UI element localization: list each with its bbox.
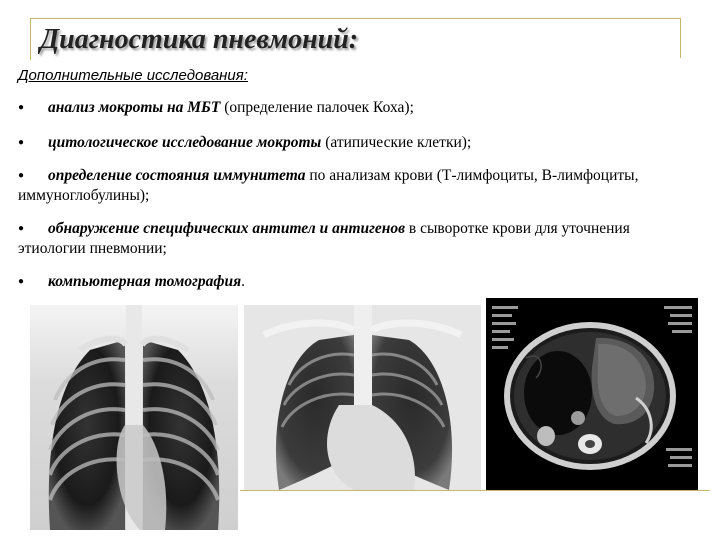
chest-xray-left [30,305,238,530]
list-item [18,219,658,259]
item-emphasis: анализ мокроты на МБТ [48,99,221,116]
item-text: . [241,273,245,290]
frame-line-top [30,18,680,19]
section-subtitle: Дополнительные исследования: [18,67,248,84]
ct-scan-illustration [486,298,698,490]
item-text: в сыворотке крови для уточнения этиологии пневмонии; [18,220,630,257]
list-item [18,166,658,206]
list-item [18,98,658,118]
chest-xray-middle [244,305,481,490]
xray-left-illustration [30,305,238,530]
bullet-icon: ● [18,276,25,287]
item-emphasis: обнаружение специфических антител и антигенов [48,220,406,237]
frame-line-right [680,18,681,58]
bullet-icon: ● [18,102,25,113]
bullet-icon: ● [18,137,25,148]
frame-line-left [30,18,31,60]
list-item [18,133,658,153]
item-emphasis: цитологическое исследование мокроты [48,134,322,151]
item-text: по анализам крови (Т-лимфоциты, В-лимфоциты, иммуноглобулины); [18,167,639,204]
list-item [18,272,658,292]
item-text: (атипические клетки); [321,134,472,151]
item-emphasis: определение состояния иммунитета [48,167,306,184]
frame-line-bottom [240,490,710,491]
slide-title: Диагностика пневмоний: [40,24,359,55]
bullet-icon: ● [18,170,25,181]
xray-middle-illustration [244,305,481,490]
bullet-icon: ● [18,223,25,234]
item-emphasis: компьютерная томография [48,273,242,290]
ct-scan [486,298,698,490]
item-text: (определение палочек Коха); [220,99,414,116]
